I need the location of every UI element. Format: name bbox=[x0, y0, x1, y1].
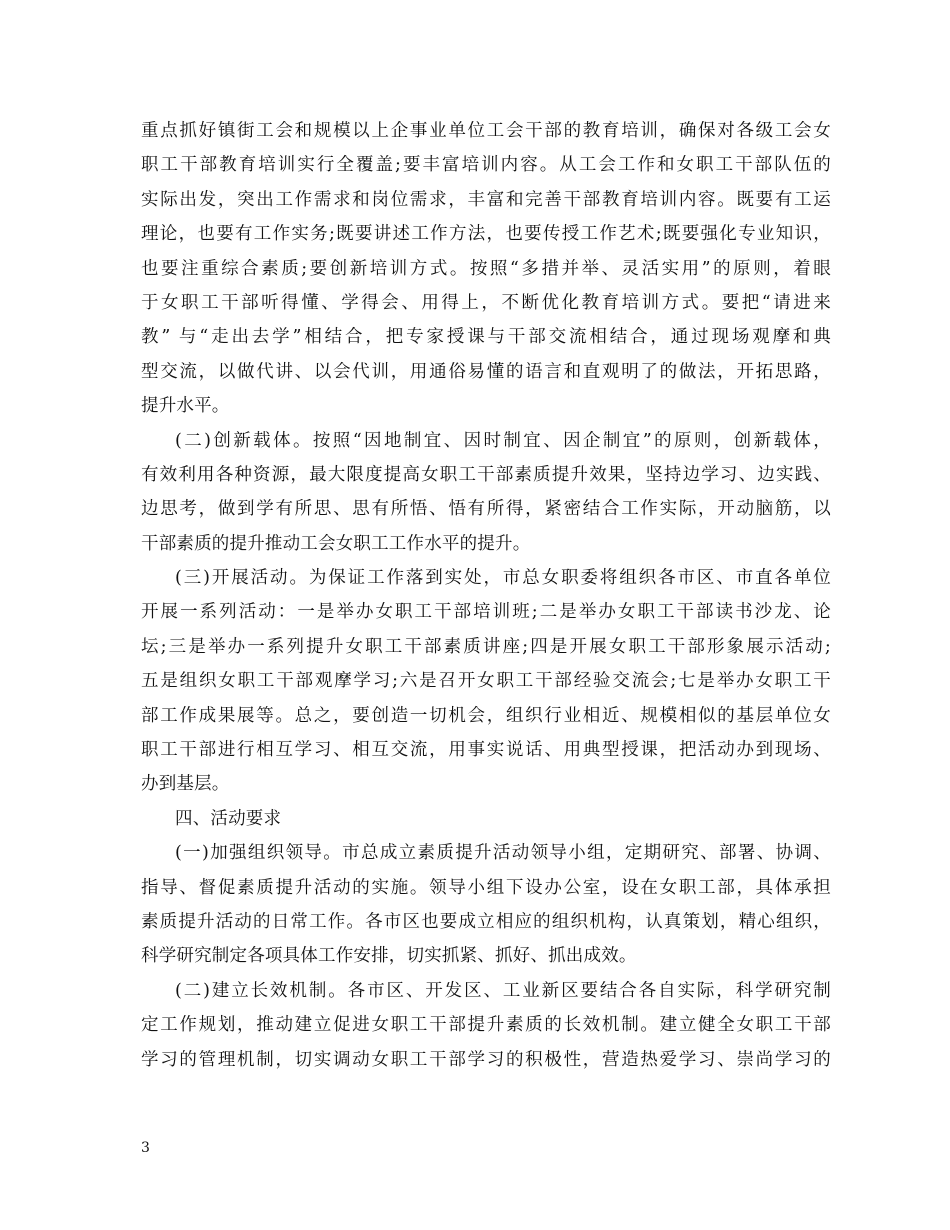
text-line: 学习的管理机制，切实调动女职工干部学习的积极性，营造热爱学习、崇尚学习的 bbox=[141, 1049, 831, 1070]
text-line: 有效利用各种资源，最大限度提高女职工干部素质提升效果，坚持边学习、边实践、 bbox=[141, 464, 831, 485]
text-line: 素质提升活动的日常工作。各市区也要成立相应的组织机构，认真策划，精心组织， bbox=[141, 911, 831, 932]
text-line: 科学研究制定各项具体工作安排，切实抓紧、抓好、抓出成效。 bbox=[141, 946, 637, 967]
text-line: (二)创新载体。按照“因地制宜、因时制宜、因企制宜”的原则，创新载体， bbox=[175, 430, 831, 451]
body-text bbox=[141, 114, 831, 1077]
text-line: (二)建立长效机制。各市区、开发区、工业新区要结合各自实际，科学研究制 bbox=[175, 980, 831, 1001]
text-line: 理论，也要有工作实务;既要讲述工作方法，也要传授工作艺术;既要强化专业知识， bbox=[141, 224, 831, 245]
text-line: 重点抓好镇街工会和规模以上企事业单位工会干部的教育培训，确保对各级工会女 bbox=[141, 121, 831, 141]
text-line: 也要注重综合素质;要创新培训方式。按照“多措并举、灵活实用”的原则，着眼 bbox=[141, 258, 831, 279]
text-line: 四、活动要求 bbox=[175, 808, 282, 829]
text-line: 开展一系列活动：一是举办女职工干部培训班;二是举办女职工干部读书沙龙、论 bbox=[141, 602, 831, 623]
text-line: 职工干部进行相互学习、相互交流，用事实说话、用典型授课，把活动办到现场、 bbox=[141, 740, 831, 761]
text-line: 实际出发，突出工作需求和岗位需求，丰富和完善干部教育培训内容。既要有工运 bbox=[141, 189, 831, 210]
text-line: 五是组织女职工干部观摩学习;六是召开女职工干部经验交流会;七是举办女职工干 bbox=[141, 671, 831, 692]
text-line: 部工作成果展等。总之，要创造一切机会，组织行业相近、规模相似的基层单位女 bbox=[141, 705, 831, 726]
text-line: 办到基层。 bbox=[141, 774, 230, 795]
page-number: 3 bbox=[141, 1140, 150, 1156]
text-line: 职工干部教育培训实行全覆盖;要丰富培训内容。从工会工作和女职工干部队伍的 bbox=[141, 155, 831, 176]
text-line: 型交流，以做代讲、以会代训，用通俗易懂的语言和直观明了的做法，开拓思路， bbox=[141, 361, 831, 382]
text-line: 坛;三是举办一系列提升女职工干部素质讲座;四是开展女职工干部形象展示活动; bbox=[141, 636, 831, 657]
text-line: 指导、督促素质提升活动的实施。领导小组下设办公室，设在女职工部，具体承担 bbox=[141, 877, 831, 898]
text-line: 于女职工干部听得懂、学得会、用得上，不断优化教育培训方式。要把“请进来 bbox=[141, 292, 831, 313]
text-line: (一)加强组织领导。市总成立素质提升活动领导小组，定期研究、部署、协调、 bbox=[175, 843, 831, 864]
text-line: 边思考，做到学有所思、思有所悟、悟有所得，紧密结合工作实际，开动脑筋，以 bbox=[141, 499, 831, 520]
text-line: 干部素质的提升推动工会女职工工作水平的提升。 bbox=[141, 533, 531, 554]
text-line: (三)开展活动。为保证工作落到实处，市总女职委将组织各市区、市直各单位 bbox=[175, 568, 831, 589]
text-line: 提升水平。 bbox=[141, 396, 230, 417]
text-line: 教” 与“走出去学”相结合，把专家授课与干部交流相结合，通过现场观摩和典 bbox=[141, 327, 831, 348]
text-line: 定工作规划，推动建立促进女职工干部提升素质的长效机制。建立健全女职工干部 bbox=[141, 1015, 831, 1036]
